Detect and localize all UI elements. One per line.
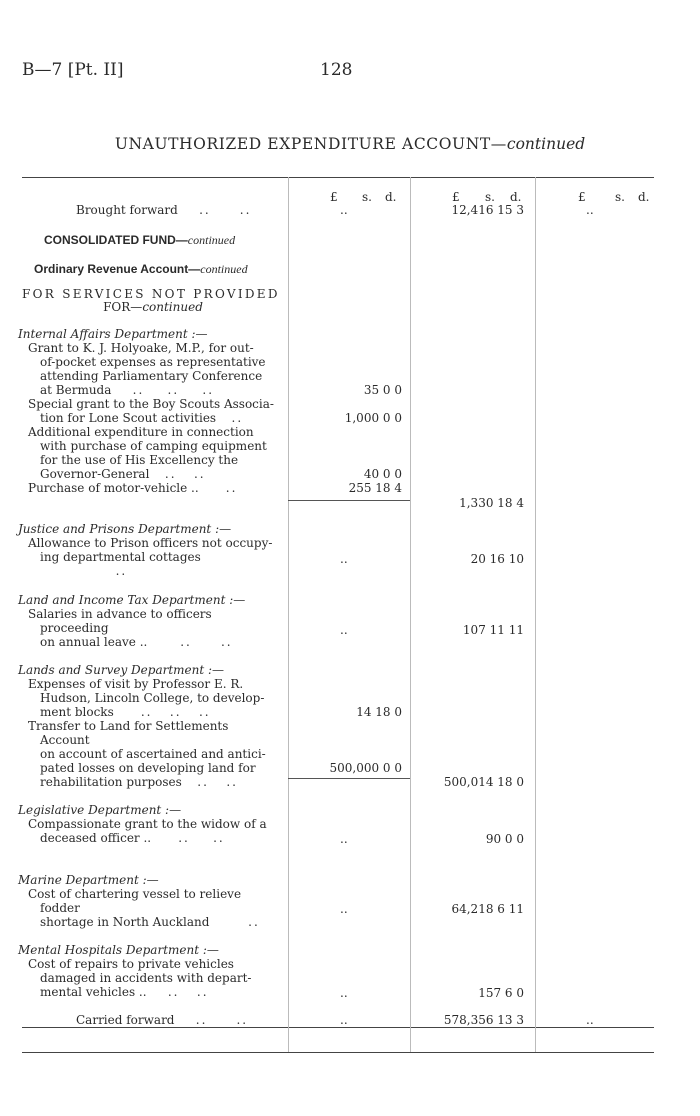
carried-forward-c3: .. <box>586 1013 594 1027</box>
section-title: Internal Affairs Department :— <box>18 327 208 341</box>
lands-total: 500,014 18 0 <box>443 775 524 789</box>
lands-e2-amount: 500,000 0 0 <box>329 761 402 775</box>
internal-e2-amount: 1,000 0 0 <box>344 411 402 425</box>
section-legislative: Legislative Department :— Compassionate grant to the widow of a deceased officer .. .. .. <box>18 803 280 845</box>
section-justice: Justice and Prisons Department :— Allowance to Prison officers not occupy- ing departmental cottages .. <box>18 522 280 578</box>
subtotal-rule <box>288 500 410 501</box>
internal-e3-amount: 40 0 0 <box>363 467 402 481</box>
services-heading-2: FOR—continued <box>103 300 203 314</box>
col3-pence-head: d. <box>638 190 650 204</box>
section-marine: Marine Department :— Cost of chartering vessel to relieve fodder shortage in North Auckland .. <box>18 873 280 929</box>
lands-e1-amount: 14 18 0 <box>356 705 402 719</box>
land-total: 107 11 11 <box>462 623 524 637</box>
table-bottom-rule <box>22 1052 654 1053</box>
carried-forward-c2: 578,356 13 3 <box>443 1013 524 1027</box>
marine-total: 64,218 6 11 <box>451 902 524 916</box>
marine-c1: .. <box>340 902 348 916</box>
document-reference: B—7 [Pt. II] <box>22 60 124 80</box>
col2-pence-head: d. <box>510 190 522 204</box>
internal-e1-amount: 35 0 0 <box>363 383 402 397</box>
land-c1: .. <box>340 623 348 637</box>
col1-pound-head: £ <box>330 190 338 204</box>
internal-e4-amount: 255 18 4 <box>348 481 402 495</box>
page-title: UNAUTHORIZED EXPENDITURE ACCOUNT—continued <box>114 135 586 153</box>
mental-total: 157 6 0 <box>478 986 524 1000</box>
page-number: 128 <box>320 60 353 80</box>
table-carried-rule <box>22 1027 654 1028</box>
section-title: Justice and Prisons Department :— <box>18 522 232 536</box>
section-title: Land and Income Tax Department :— <box>18 593 246 607</box>
section-lands-survey: Lands and Survey Department :— Expenses of visit by Professor E. R. Hudson, Lincoln College, to develop- ment blocks .. .. .. Transfer to Land for Settlements Account on account of ascertained and antici- pated losses on developing land for rehabilitation purposes .. .. <box>18 663 280 789</box>
carried-forward-c1: .. <box>340 1013 348 1027</box>
account-heading: Ordinary Revenue Account—continued <box>34 262 248 276</box>
table-top-rule <box>22 177 654 178</box>
brought-forward-c1: .. <box>340 203 348 217</box>
brought-forward-c3: .. <box>586 203 594 217</box>
section-land-income-tax: Land and Income Tax Department :— Salaries in advance to officers proceeding on annual leave .. .. .. <box>18 593 280 649</box>
brought-forward-c2: 12,416 15 3 <box>451 203 524 217</box>
col2-pound-head: £ <box>452 190 460 204</box>
section-title: Lands and Survey Department :— <box>18 663 225 677</box>
legislative-total: 90 0 0 <box>485 832 524 846</box>
legislative-c1: .. <box>340 832 348 846</box>
section-title: Legislative Department :— <box>18 803 182 817</box>
fund-heading: CONSOLIDATED FUND—continued <box>44 233 236 247</box>
mental-c1: .. <box>340 986 348 1000</box>
brought-forward-label: Brought forward .. .. <box>76 203 252 217</box>
col3-shilling-head: s. <box>615 190 625 204</box>
justice-total: 20 16 10 <box>470 552 524 566</box>
services-heading: FOR SERVICES NOT PROVIDED <box>22 287 280 301</box>
justice-c1: .. <box>340 552 348 566</box>
section-title: Marine Department :— <box>18 873 159 887</box>
col3-pound-head: £ <box>578 190 586 204</box>
col1-shilling-head: s. <box>362 190 372 204</box>
internal-total: 1,330 18 4 <box>459 496 524 510</box>
column-divider <box>410 177 411 1052</box>
col2-shilling-head: s. <box>485 190 495 204</box>
section-mental-hospitals: Mental Hospitals Department :— Cost of repairs to private vehicles damaged in accidents with depart- mental vehicles .. .. .. <box>18 943 280 999</box>
carried-forward-label: Carried forward .. .. <box>76 1013 249 1027</box>
column-divider <box>535 177 536 1052</box>
col1-pence-head: d. <box>385 190 397 204</box>
section-title: Mental Hospitals Department :— <box>18 943 219 957</box>
section-internal-affairs: Internal Affairs Department :— Grant to K. J. Holyoake, M.P., for out- of-pocket expenses as representative attending Parliamentary Conference at Bermuda .. .. .. Special grant to the Boy Scouts Associa- tion for Lone Scout activities .. Additional expenditure in connection with purchase of camping equipment for the use of His Excellency the Governor-General .. .. Purchase of motor-vehicle .. .. <box>18 327 280 495</box>
subtotal-rule <box>288 778 410 779</box>
column-divider <box>288 177 289 1052</box>
